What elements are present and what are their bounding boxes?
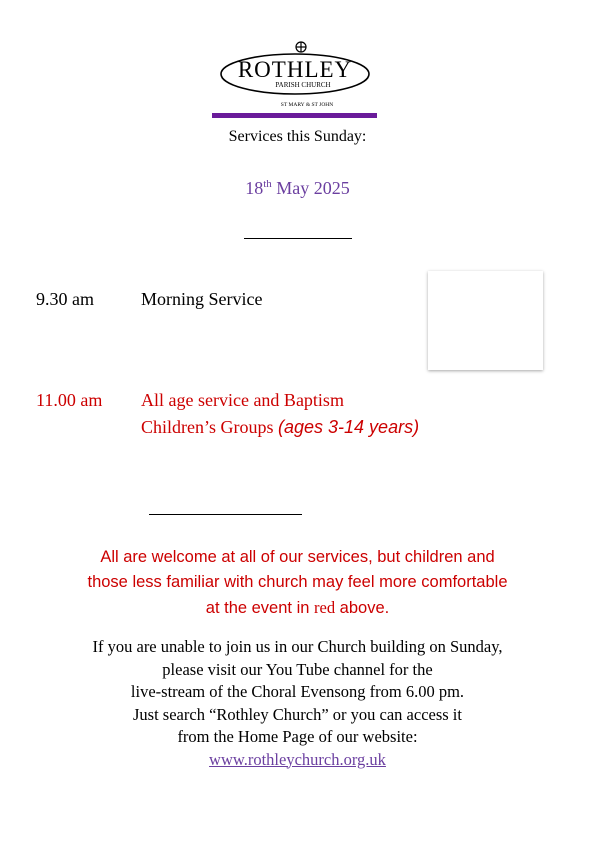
photo-placeholder: [428, 271, 543, 370]
info-line: please visit our You Tube channel for the: [162, 659, 433, 679]
livestream-info: [0, 636, 595, 771]
date-suffix: th: [263, 178, 272, 190]
website-link[interactable]: www.rothleychurch.org.uk: [209, 749, 386, 769]
welcome-text: above.: [335, 599, 390, 617]
purple-divider: [212, 113, 377, 118]
info-line: live-stream of the Choral Evensong from 6.00 pm.: [130, 682, 465, 701]
service-date: [0, 178, 595, 199]
logo-subtitle: PARISH CHURCH: [275, 81, 331, 89]
info-line: from the Home Page of our website:: [177, 727, 418, 746]
service-title: All age service and Baptism: [141, 390, 344, 410]
welcome-line: those less familiar with church may feel more comfortable: [87, 573, 508, 591]
service-time: 9.30 am: [36, 289, 94, 309]
welcome-line: All are welcome at all of our services, but children and: [100, 548, 495, 566]
date-day: 18: [245, 178, 264, 198]
divider-line: [149, 514, 302, 515]
logo-name: ROTHLEY: [237, 57, 353, 82]
age-range-note: (ages 3-14 years): [278, 417, 420, 437]
info-line: If you are unable to join us in our Church building on Sunday,: [92, 637, 503, 656]
divider-line: [244, 238, 352, 239]
welcome-line: [0, 595, 595, 621]
logo-dedication: ST MARY & ST JOHN: [280, 102, 334, 108]
info-line: Just search “Rothley Church” or you can access it: [133, 704, 462, 724]
cross-icon: [296, 42, 306, 52]
service-title: Morning Service: [141, 289, 263, 309]
red-word: red: [314, 598, 336, 617]
date-rest: May 2025: [271, 178, 350, 198]
page-heading: Services this Sunday:: [228, 128, 367, 145]
service-subtitle: [141, 417, 419, 438]
childrens-groups-label: Children’s Groups: [141, 417, 278, 437]
welcome-notice: [0, 545, 595, 621]
service-time: 11.00 am: [36, 390, 103, 410]
church-logo: [215, 38, 375, 108]
welcome-text: at the event in: [205, 599, 315, 617]
